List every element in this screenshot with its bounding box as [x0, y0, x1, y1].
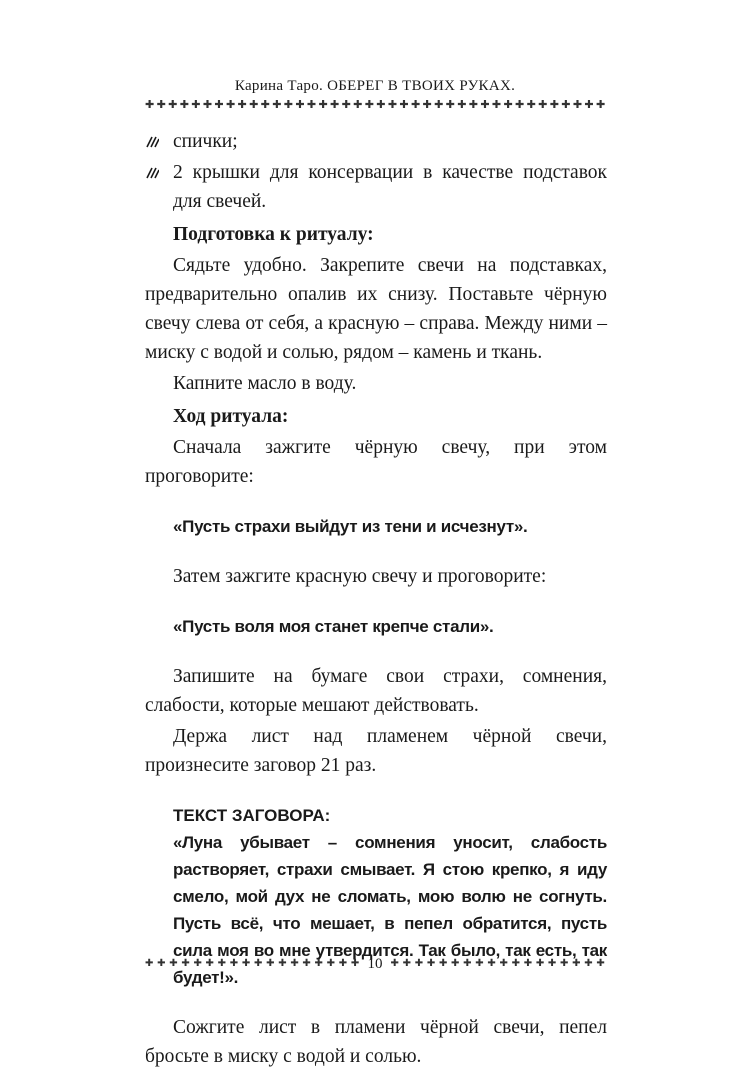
- cross-ornament-icon: ✚: [353, 99, 363, 111]
- cross-ornament-icon: ✚: [302, 958, 311, 969]
- paragraph: Запишите на бумаге свои страхи, сомнения, слабости, которые мешают действовать.: [145, 666, 607, 716]
- cross-ornament-icon: ✚: [181, 958, 190, 969]
- cross-ornament-icon: ✚: [341, 99, 351, 111]
- cross-ornament-icon: ✚: [584, 99, 594, 111]
- cross-ornament-icon: ✚: [535, 958, 545, 969]
- cross-ornament-icon: ✚: [402, 958, 411, 969]
- cross-ornament-icon: ✚: [584, 958, 593, 969]
- triple-slash-bullet-icon: [145, 127, 173, 156]
- cross-ornament-icon: ✚: [511, 958, 520, 969]
- cross-ornament-icon: ✚: [145, 99, 155, 111]
- list-item: [145, 127, 607, 156]
- running-header: Карина Таро. ОБЕРЕГ В ТВОИХ РУКАХ.: [234, 78, 516, 94]
- cross-ornament-icon: ✚: [390, 958, 399, 969]
- cross-ornament-icon: ✚: [260, 99, 270, 111]
- cross-ornament-icon: ✚: [168, 99, 178, 111]
- cross-ornament-icon: ✚: [214, 99, 224, 111]
- cross-ornament-icon: ✚: [457, 99, 467, 111]
- cross-ornament-icon: ✚: [193, 958, 202, 969]
- cross-ornament-icon: ✚: [414, 958, 424, 969]
- spell-text: «Луна убывает – сомнения уносит, слабость растворяет, страхи смывает. Я стою крепко, я иду смело, мой дух не сломать, мою волю не согнуть. Пусть всё, что мешает, в пепел обратится, пусть сила моя во мне утвердится. Так было, так есть, так будет!».: [173, 833, 607, 987]
- cross-ornament-icon: ✚: [475, 958, 484, 969]
- cross-ornament-icon: ✚: [326, 958, 336, 969]
- cross-ornament-icon: ✚: [468, 99, 478, 111]
- section-heading-ritual: Ход ритуала:: [173, 406, 289, 427]
- cross-ornament-icon: ✚: [572, 958, 581, 969]
- cross-ornament-icon: ✚: [253, 958, 263, 969]
- cross-ornament-icon: ✚: [330, 99, 340, 111]
- list-item-text: спички;: [173, 131, 238, 152]
- paragraph: Сядьте удобно. Закрепите свечи на подставках, предварительно опалив их снизу. Поставьте чёрную свечу слева от себя, а красную – справа. Между ними – миску с водой и солью, рядом – камень и ткань.: [145, 255, 607, 363]
- cross-ornament-icon: ✚: [364, 99, 374, 111]
- list-item: [145, 158, 607, 216]
- cross-ornament-icon: ✚: [278, 958, 287, 969]
- cross-ornament-icon: ✚: [561, 99, 571, 111]
- cross-ornament-icon: ✚: [560, 958, 569, 969]
- cross-ornament-icon: ✚: [376, 99, 386, 111]
- cross-ornament-icon: ✚: [205, 958, 214, 969]
- cross-ornament-icon: ✚: [572, 99, 583, 111]
- cross-ornament-icon: ✚: [290, 958, 299, 969]
- cross-ornament-icon: ✚: [249, 99, 259, 111]
- cross-ornament-icon: ✚: [547, 958, 557, 969]
- cross-ornament-icon: ✚: [480, 99, 490, 111]
- cross-ornament-icon: ✚: [283, 99, 293, 111]
- section-heading-preparation: Подготовка к ритуалу:: [173, 224, 374, 245]
- cross-ornament-icon: ✚: [595, 99, 605, 111]
- spell-title: ТЕКСТ ЗАГОВОРА:: [173, 806, 331, 825]
- cross-ornament-icon: ✚: [229, 958, 239, 969]
- cross-ornament-icon: ✚: [318, 99, 328, 111]
- cross-ornament-icon: ✚: [523, 958, 533, 969]
- cross-ornament-icon: ✚: [426, 958, 436, 969]
- triple-slash-bullet-icon: [145, 158, 173, 187]
- cross-ornament-icon: ✚: [503, 99, 513, 111]
- page-footer: [145, 956, 605, 972]
- footer-ornament-right: [391, 957, 606, 971]
- cross-ornament-icon: ✚: [445, 99, 455, 111]
- cross-ornament-icon: ✚: [463, 958, 472, 969]
- cross-ornament-icon: ✚: [157, 958, 166, 969]
- cross-ornament-icon: ✚: [145, 958, 154, 969]
- cross-ornament-icon: ✚: [410, 99, 421, 111]
- cross-ornament-icon: ✚: [314, 958, 323, 969]
- header-ornament: [145, 98, 605, 112]
- cross-ornament-icon: ✚: [217, 958, 227, 969]
- cross-ornament-icon: ✚: [596, 958, 605, 969]
- cross-ornament-icon: ✚: [549, 99, 559, 111]
- cross-ornament-icon: ✚: [422, 99, 432, 111]
- cross-ornament-icon: ✚: [179, 99, 189, 111]
- cross-ornament-icon: ✚: [387, 99, 398, 111]
- cross-ornament-icon: ✚: [169, 958, 178, 969]
- incantation-quote: «Пусть страхи выйдут из тени и исчезнут».: [173, 517, 528, 536]
- cross-ornament-icon: ✚: [272, 99, 282, 111]
- cross-ornament-icon: ✚: [266, 958, 275, 969]
- cross-ornament-icon: ✚: [451, 958, 460, 969]
- cross-ornament-icon: ✚: [295, 99, 305, 111]
- cross-ornament-icon: ✚: [515, 99, 525, 111]
- cross-ornament-icon: ✚: [241, 958, 251, 969]
- cross-ornament-icon: ✚: [225, 99, 236, 111]
- paragraph: Сначала зажгите чёрную свечу, при этом проговорите:: [145, 437, 607, 487]
- cross-ornament-icon: ✚: [191, 99, 201, 111]
- cross-ornament-icon: ✚: [399, 99, 409, 111]
- paragraph: Капните масло в воду.: [173, 373, 357, 394]
- paragraph: Сожгите лист в пламени чёрной свечи, пепел бросьте в миску с водой и солью.: [145, 1017, 607, 1067]
- cross-ornament-icon: ✚: [156, 99, 166, 111]
- cross-ornament-icon: ✚: [306, 99, 317, 111]
- page-number: 10: [367, 955, 383, 972]
- cross-ornament-icon: ✚: [491, 99, 502, 111]
- cross-ornament-icon: ✚: [487, 958, 496, 969]
- cross-ornament-icon: ✚: [499, 958, 508, 969]
- page-body: [145, 127, 607, 1073]
- cross-ornament-icon: ✚: [350, 958, 360, 969]
- list-item-text: 2 крышки для консервации в качестве подставок для свечей.: [173, 162, 607, 212]
- cross-ornament-icon: ✚: [526, 99, 536, 111]
- cross-ornament-icon: ✚: [434, 99, 444, 111]
- cross-ornament-icon: ✚: [338, 958, 348, 969]
- cross-ornament-icon: ✚: [237, 99, 247, 111]
- paragraph: Держа лист над пламенем чёрной свечи, произнесите заговор 21 раз.: [145, 726, 607, 776]
- footer-ornament-left: [145, 957, 360, 971]
- cross-ornament-icon: ✚: [438, 958, 448, 969]
- incantation-quote: «Пусть воля моя станет крепче стали».: [173, 617, 494, 636]
- cross-ornament-icon: ✚: [538, 99, 548, 111]
- cross-ornament-icon: ✚: [202, 99, 213, 111]
- paragraph: Затем зажгите красную свечу и проговорите:: [173, 566, 547, 587]
